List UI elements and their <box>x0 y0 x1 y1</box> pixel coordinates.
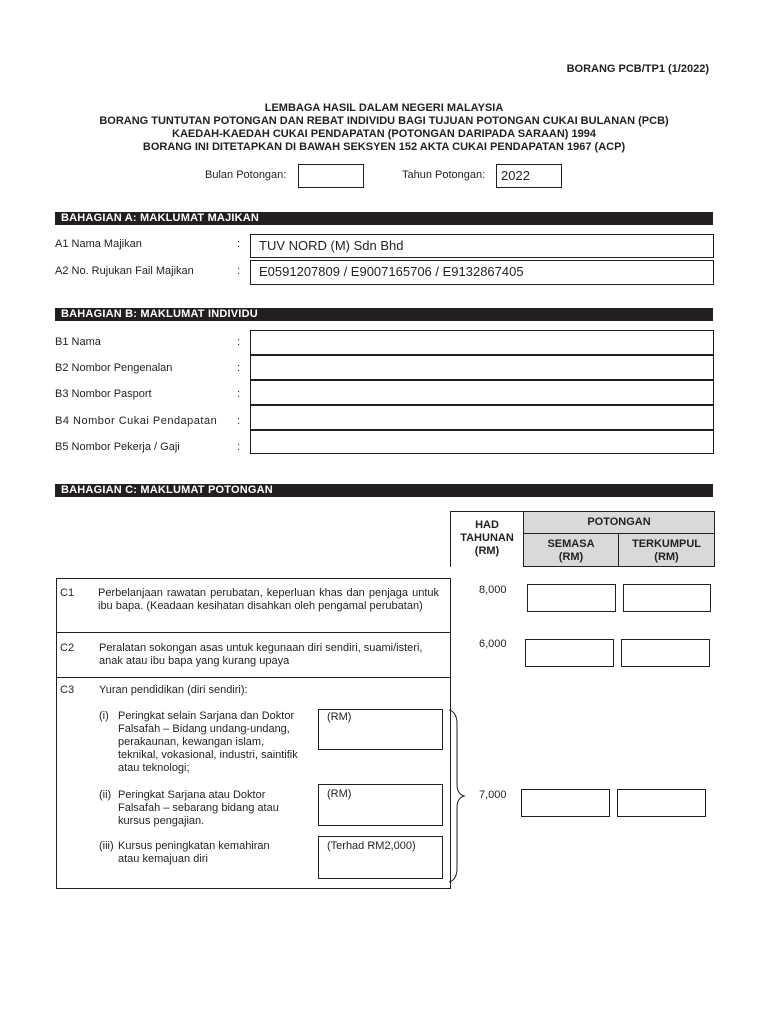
b1-colon: : <box>237 336 241 348</box>
b3-colon: : <box>237 388 241 400</box>
c3-sub-iii-amount-input[interactable]: (Terhad RM2,000) <box>318 836 443 879</box>
c2-had-amount: 6,000 <box>479 638 507 650</box>
c3-description: Yuran pendidikan (diri sendiri): <box>99 684 248 696</box>
c2-description: Peralatan sokongan asas untuk kegunaan diri sendiri, suami/isteri, anak atau ibu bapa yang kurang upaya <box>99 642 423 667</box>
c3-sub-i-number: (i) <box>99 710 109 722</box>
rules-title: KAEDAH-KAEDAH CUKAI PENDAPATAN (POTONGAN DARIPADA SARAAN) 1994 <box>172 128 596 140</box>
c1-had-amount: 8,000 <box>479 584 507 596</box>
row-divider <box>56 632 451 633</box>
a1-label: A1 Nama Majikan <box>55 238 142 250</box>
tahun-input[interactable]: 2022 <box>496 164 562 188</box>
b2-colon: : <box>237 362 241 374</box>
c1-description: Perbelanjaan rawatan perubatan, keperluan khas dan penjaga untuk ibu bapa. (Keadaan kesihatan disahkan oleh pengamal perubatan) <box>98 587 439 612</box>
b5-label: B5 Nombor Pekerja / Gaji <box>55 441 180 453</box>
c3-had-amount: 7,000 <box>479 789 507 801</box>
c3-sub-i-amount-input[interactable]: (RM) <box>318 709 443 750</box>
a2-employer-file-ref-input[interactable]: E0591207809 / E9007165706 / E9132867405 <box>250 260 714 285</box>
c1-semasa-input[interactable] <box>527 584 616 612</box>
b3-passport-input[interactable] <box>250 380 714 405</box>
a1-employer-name-input[interactable]: TUV NORD (M) Sdn Bhd <box>250 234 714 258</box>
section-b-title: BAHAGIAN B: MAKLUMAT INDIVIDU <box>55 308 713 321</box>
c3-sub-i-description: Peringkat selain Sarjana dan Doktor Falsafah – Bidang undang-undang, perakaunan, kewangan islam, teknikal, vokasional, industri, saintifik atau teknologi; <box>118 710 298 774</box>
c3-sub-ii-description: Peringkat Sarjana atau Doktor Falsafah – sebarang bidang atau kursus pengajian. <box>118 789 279 827</box>
c1-code: C1 <box>60 587 75 599</box>
b1-name-input[interactable] <box>250 330 714 355</box>
col-potongan-header: POTONGAN <box>523 511 715 534</box>
c3-semasa-input[interactable] <box>521 789 610 817</box>
c2-terkumpul-input[interactable] <box>621 639 710 667</box>
col-had-tahunan-header: HAD TAHUNAN (RM) <box>450 511 524 567</box>
c1-terkumpul-input[interactable] <box>623 584 711 612</box>
bulan-label: Bulan Potongan: <box>205 169 287 181</box>
b5-colon: : <box>237 441 241 453</box>
section-a-title: BAHAGIAN A: MAKLUMAT MAJIKAN <box>55 212 713 225</box>
b3-label: B3 Nombor Pasport <box>55 388 152 400</box>
c3-brace-icon <box>447 708 467 884</box>
c3-sub-ii-amount-input[interactable]: (RM) <box>318 784 443 826</box>
row-divider <box>56 677 451 678</box>
col-semasa-header: SEMASA (RM) <box>523 533 619 567</box>
b1-label: B1 Nama <box>55 336 101 348</box>
c2-semasa-input[interactable] <box>525 639 614 667</box>
c3-sub-iii-description: Kursus peningkatan kemahiran atau kemajuan diri <box>118 840 270 865</box>
b4-label: B4 Nombor Cukai Pendapatan <box>55 415 218 427</box>
bulan-input[interactable] <box>298 164 364 188</box>
a2-label: A2 No. Rujukan Fail Majikan <box>55 265 194 277</box>
a1-colon: : <box>237 238 241 250</box>
a2-colon: : <box>237 265 241 277</box>
col-terkumpul-header: TERKUMPUL (RM) <box>618 533 715 567</box>
c3-terkumpul-input[interactable] <box>617 789 706 817</box>
form-title: BORANG TUNTUTAN POTONGAN DAN REBAT INDIVIDU BAGI TUJUAN POTONGAN CUKAI BULANAN (PCB) <box>99 115 669 127</box>
section-c-title: BAHAGIAN C: MAKLUMAT POTONGAN <box>55 484 713 497</box>
tahun-label: Tahun Potongan: <box>402 169 486 181</box>
b5-employee-number-input[interactable] <box>250 430 714 454</box>
b2-id-number-input[interactable] <box>250 355 714 380</box>
c3-sub-ii-number: (ii) <box>99 789 112 801</box>
form-code: BORANG PCB/TP1 (1/2022) <box>566 63 709 75</box>
b4-colon: : <box>237 415 241 427</box>
agency-title: LEMBAGA HASIL DALAM NEGERI MALAYSIA <box>264 102 504 114</box>
c2-code: C2 <box>60 642 75 654</box>
act-title: BORANG INI DITETAPKAN DI BAWAH SEKSYEN 152 AKTA CUKAI PENDAPATAN 1967 (ACP) <box>142 141 626 153</box>
b2-label: B2 Nombor Pengenalan <box>55 362 173 374</box>
c3-code: C3 <box>60 684 75 696</box>
c3-sub-iii-number: (iii) <box>99 840 114 852</box>
b4-tax-number-input[interactable] <box>250 405 714 430</box>
